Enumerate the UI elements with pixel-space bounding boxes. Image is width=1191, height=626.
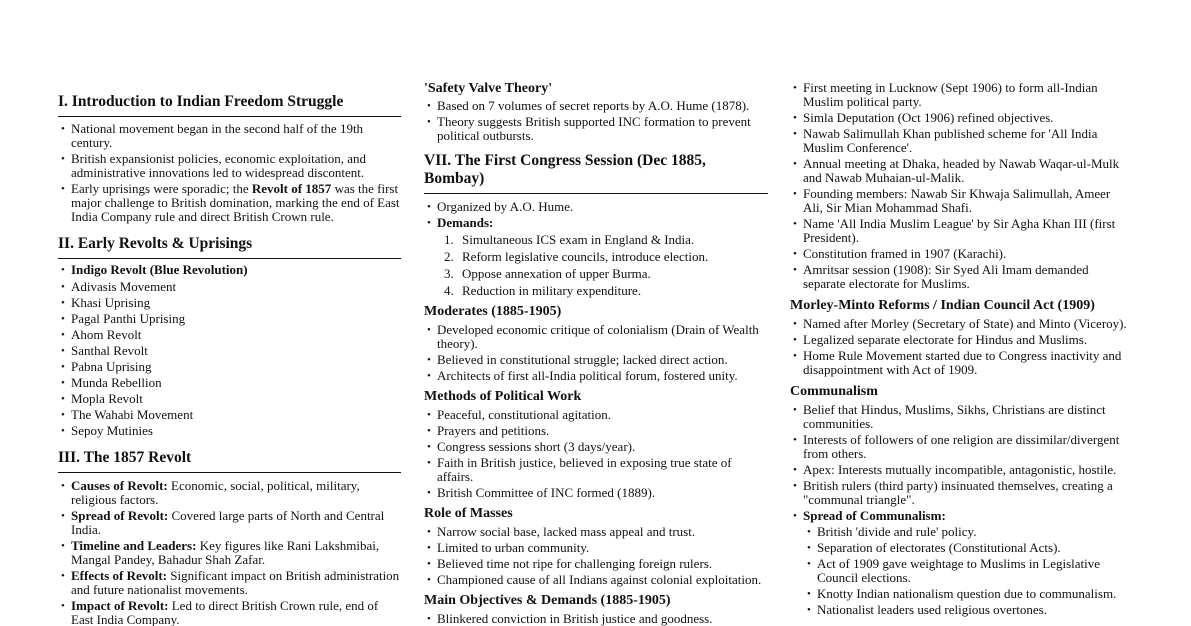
list-item: • Limited to urban community. [424, 541, 768, 555]
list-item: • Prayers and petitions. [424, 424, 768, 438]
section-heading-introduction: I. Introduction to Indian Freedom Struggle [58, 93, 401, 117]
list-item: • Faith in British justice, believed in exposing true state of affairs. [424, 456, 768, 484]
list-item: • Legalized separate electorate for Hindus and Muslims. [790, 333, 1132, 347]
list-item: • Sepoy Mutinies [58, 424, 401, 438]
list-item: • Santhal Revolt [58, 344, 401, 358]
list-item: • Theory suggests British supported INC formation to prevent political outbursts. [424, 115, 768, 143]
list-item: • Munda Rebellion [58, 376, 401, 390]
list-item: • Khasi Uprising [58, 296, 401, 310]
list-item: 2. Reform legislative councils, introduce election. [424, 250, 768, 264]
list-item: • Narrow social base, lacked mass appeal and trust. [424, 525, 768, 539]
list-item: • Annual meeting at Dhaka, headed by Nawab Waqar-ul-Mulk and Nawab Muhaian-ul-Malik. [790, 157, 1132, 185]
list-item: • Demands: [424, 216, 768, 230]
list-item: • Separation of electorates (Constitutional Acts). [790, 541, 1132, 555]
list-item: • Believed in constitutional struggle; lacked direct action. [424, 353, 768, 367]
heading-morley-minto-reforms: Morley-Minto Reforms / Indian Council Act (1909) [790, 298, 1095, 313]
list-item: • Architects of first all-India political forum, fostered unity. [424, 369, 768, 383]
list-item: • Simla Deputation (Oct 1906) refined objectives. [790, 111, 1132, 125]
column-2 [424, 0, 768, 626]
list-item: • British rulers (third party) insinuated themselves, creating a "communal triangle". [790, 479, 1132, 507]
list-item: • Knotty Indian nationalism question due to communalism. [790, 587, 1132, 601]
list-item: • Ahom Revolt [58, 328, 401, 342]
section-heading-1857-revolt: III. The 1857 Revolt [58, 449, 401, 473]
list-item: • Nationalist leaders used religious overtones. [790, 603, 1132, 617]
heading-moderates: Moderates (1885-1905) [424, 304, 562, 319]
list-item: • Impact of Revolt: Led to direct British Crown rule, end of East India Company. [58, 599, 401, 626]
section-heading-first-congress-session: VII. The First Congress Session (Dec 1885, Bombay) [424, 152, 768, 194]
communalism-list [790, 403, 1132, 523]
list-item: • Adivasis Movement [58, 280, 401, 294]
list-item: • Peaceful, constitutional agitation. [424, 408, 768, 422]
list-item: • Spread of Revolt: Covered large parts of North and Central India. [58, 509, 401, 537]
morley-minto-list [790, 317, 1132, 377]
heading-main-objectives: Main Objectives & Demands (1885-1905) [424, 593, 671, 608]
objectives-list [424, 612, 768, 626]
list-item: • Interests of followers of one religion are dissimilar/divergent from others. [790, 433, 1132, 461]
column-1 [58, 0, 401, 626]
methods-list [424, 408, 768, 500]
early-revolts-list [58, 263, 401, 438]
list-item: • First meeting in Lucknow (Sept 1906) to form all-Indian Muslim political party. [790, 81, 1132, 109]
list-item: • Act of 1909 gave weightage to Muslims in Legislative Council elections. [790, 557, 1132, 585]
list-item: • Name 'All India Muslim League' by Sir Agha Khan III (first President). [790, 217, 1132, 245]
list-item: • Mopla Revolt [58, 392, 401, 406]
heading-methods-political-work: Methods of Political Work [424, 389, 582, 404]
moderates-list [424, 323, 768, 383]
column-3 [790, 0, 1132, 617]
list-item: • Constitution framed in 1907 (Karachi). [790, 247, 1132, 261]
first-congress-list [424, 200, 768, 230]
list-item: • Causes of Revolt: Economic, social, political, military, religious factors. [58, 479, 401, 507]
list-item: • Home Rule Movement started due to Congress inactivity and disappointment with Act of 1909. [790, 349, 1132, 377]
list-item: • Belief that Hindus, Muslims, Sikhs, Christians are distinct communities. [790, 403, 1132, 431]
list-item: • Named after Morley (Secretary of State) and Minto (Viceroy). [790, 317, 1132, 331]
section-heading-early-revolts: II. Early Revolts & Uprisings [58, 235, 401, 259]
list-item: • Congress sessions short (3 days/year). [424, 440, 768, 454]
list-item: • British expansionist policies, economic exploitation, and administrative innovations led to widespread discontent. [58, 152, 401, 180]
list-item: • Apex: Interests mutually incompatible, antagonistic, hostile. [790, 463, 1132, 477]
list-item: • Organized by A.O. Hume. [424, 200, 768, 214]
list-item: • Early uprisings were sporadic; the Revolt of 1857 was the first major challenge to British domination, marking the end of East India Company rule and direct British Crown rule. [58, 182, 401, 224]
list-item: • Blinkered conviction in British justice and goodness. [424, 612, 768, 626]
heading-communalism: Communalism [790, 384, 878, 399]
list-item: • Amritsar session (1908): Sir Syed Ali Imam demanded separate electorate for Muslims. [790, 263, 1132, 291]
1857-revolt-list [58, 479, 401, 626]
list-item: • British Committee of INC formed (1889). [424, 486, 768, 500]
safety-valve-list [424, 99, 768, 143]
list-item: • Based on 7 volumes of secret reports by A.O. Hume (1878). [424, 99, 768, 113]
list-item: • Indigo Revolt (Blue Revolution) [58, 263, 401, 277]
list-item: 1. Simultaneous ICS exam in England & India. [424, 233, 768, 247]
list-item: • Championed cause of all Indians against colonial exploitation. [424, 573, 768, 587]
list-item: • Effects of Revolt: Significant impact on British administration and future nationalist movements. [58, 569, 401, 597]
list-item: • Developed economic critique of colonialism (Drain of Wealth theory). [424, 323, 768, 351]
introduction-list [58, 122, 401, 224]
list-item: 3. Oppose annexation of upper Burma. [424, 267, 768, 281]
list-item: • Founding members: Nawab Sir Khwaja Salimullah, Ameer Ali, Sir Mian Mohammad Shafi. [790, 187, 1132, 215]
heading-role-of-masses: Role of Masses [424, 506, 513, 521]
masses-list [424, 525, 768, 587]
list-item: • Nawab Salimullah Khan published scheme for 'All India Muslim Conference'. [790, 127, 1132, 155]
list-item: • Spread of Communalism: [790, 509, 1132, 523]
list-item: • Pabna Uprising [58, 360, 401, 374]
list-item: • Timeline and Leaders: Key figures like Rani Lakshmibai, Mangal Pandey, Bahadur Shah Zafar. [58, 539, 401, 567]
demands-list [424, 233, 768, 298]
list-item: • Believed time not ripe for challenging foreign rulers. [424, 557, 768, 571]
list-item: • National movement began in the second half of the 19th century. [58, 122, 401, 150]
list-item: • The Wahabi Movement [58, 408, 401, 422]
heading-safety-valve-theory: 'Safety Valve Theory' [424, 81, 553, 96]
list-item: 4. Reduction in military expenditure. [424, 284, 768, 298]
list-item: • British 'divide and rule' policy. [790, 525, 1132, 539]
muslim-league-list [790, 81, 1132, 291]
list-item: • Pagal Panthi Uprising [58, 312, 401, 326]
spread-of-communalism-list [790, 525, 1132, 617]
